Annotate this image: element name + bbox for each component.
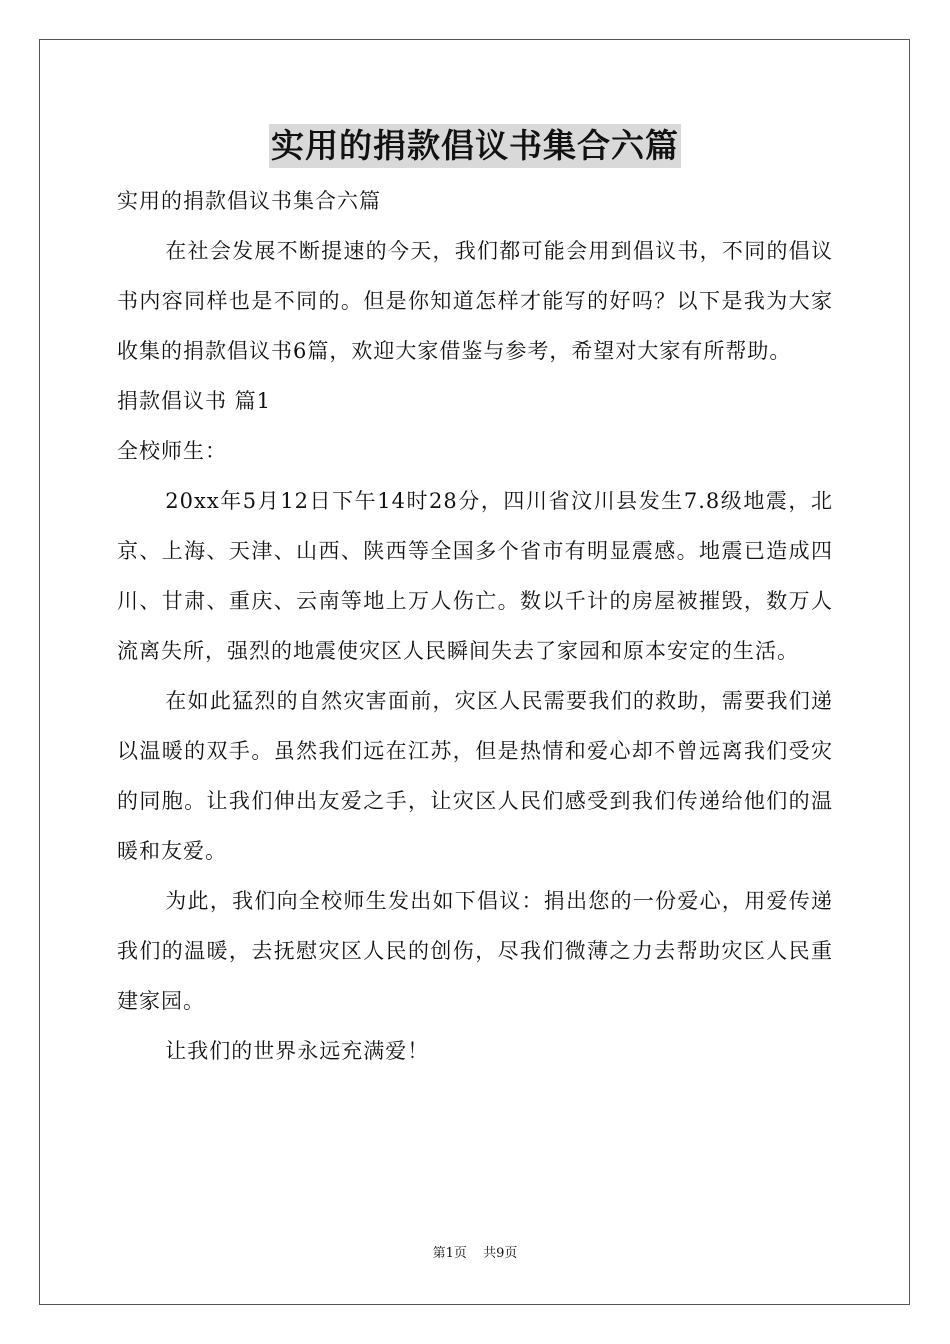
salutation: 全校师生： <box>117 439 227 463</box>
body-paragraph: 在如此猛烈的自然灾害面前，灾区人民需要我们的救助，需要我们递以温暖的双手。虽然我们远在江苏，但是热情和爱心却不曾远离我们受灾的同胞。让我们伸出友爱之手，让灾区人民们感受到我们传递给他们的温暖和友爱。 <box>117 689 833 863</box>
document-body <box>117 176 833 1076</box>
closing-paragraph: 让我们的世界永远充满爱！ <box>165 1039 430 1063</box>
body-paragraph: 20xx年5月12日下午14时28分，四川省汶川县发生7.8级地震，北京、上海、天津、山西、陕西等全国多个省市有明显震感。地震已造成四川、甘肃、重庆、云南等地上万人伤亡。数以千计的房屋被摧毁，数万人流离失所，强烈的地震使灾区人民瞬间失去了家园和原本安定的生活。 <box>117 489 833 663</box>
document-title: 实用的捐款倡议书集合六篇 <box>269 124 681 168</box>
body-paragraph: 为此，我们向全校师生发出如下倡议：捐出您的一份爱心，用爱传递我们的温暖，去抚慰灾区人民的创伤，尽我们微薄之力去帮助灾区人民重建家园。 <box>117 889 833 1013</box>
page-number: 第1页 <box>432 1246 467 1261</box>
page-footer <box>0 1244 950 1264</box>
document-subtitle: 实用的捐款倡议书集合六篇 <box>117 189 381 213</box>
intro-paragraph: 在社会发展不断提速的今天，我们都可能会用到倡议书，不同的倡议书内容同样也是不同的。但是你知道怎样才能写的好吗？以下是我为大家收集的捐款倡议书6篇，欢迎大家借鉴与参考，希望对大家有所帮助。 <box>117 239 833 363</box>
title-container <box>0 124 950 168</box>
section-heading: 捐款倡议书 篇1 <box>117 389 272 413</box>
page-total: 共9页 <box>483 1246 518 1261</box>
